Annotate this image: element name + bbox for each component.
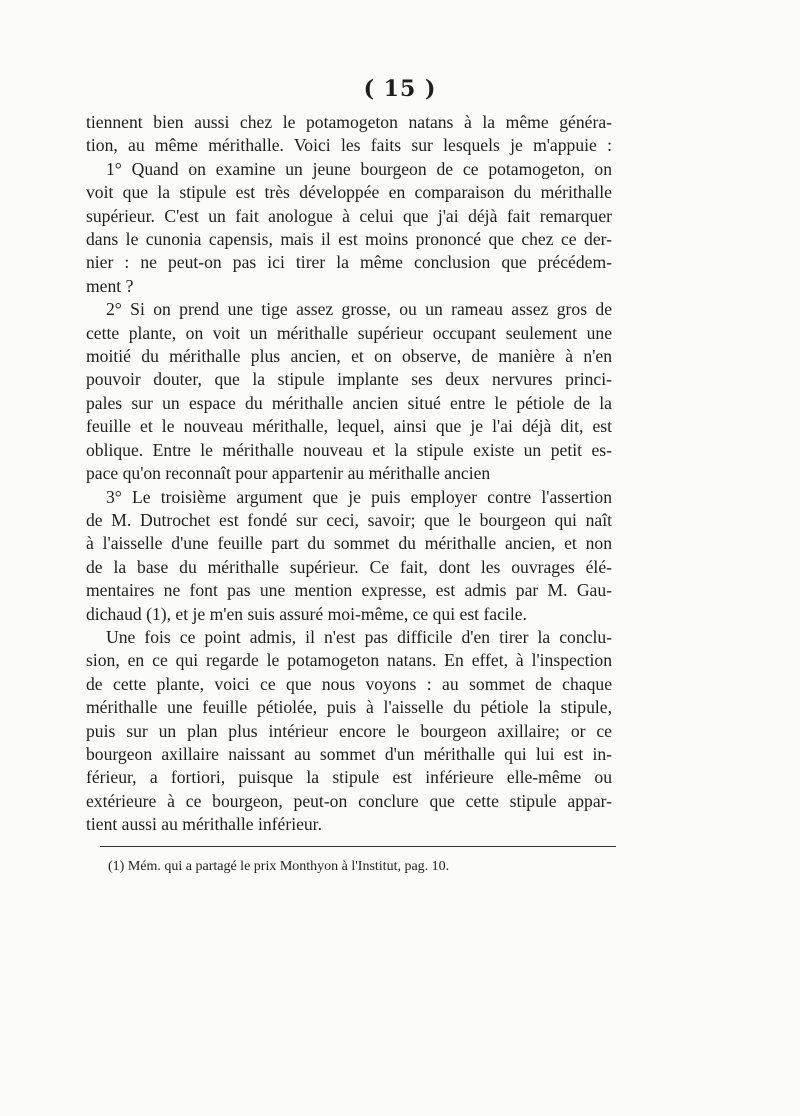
text-line: tient aussi au mérithalle inférieur. <box>86 814 322 835</box>
text-line: bourgeon axillaire naissant au sommet d'un mérithalle qui lui est in- <box>86 743 612 764</box>
text-line: voit que la stipule est très développée en comparaison du mérithalle <box>86 182 612 203</box>
text-line: oblique. Entre le mérithalle nouveau et la stipule existe un petit es- <box>86 439 612 460</box>
text-line: sion, en ce qui regarde le potamogeton natans. En effet, à l'inspection <box>86 650 612 671</box>
text-line: de cette plante, voici ce que nous voyons : au sommet de chaque <box>86 673 612 694</box>
text-line: ment ? <box>86 275 134 296</box>
page-number: ( 15 ) <box>363 76 437 102</box>
text-line: pales sur un espace du mérithalle ancien situé entre le pétiole de la <box>86 392 612 413</box>
text-line: Une fois ce point admis, il n'est pas difficile d'en tirer la conclu- <box>106 626 612 647</box>
body-text <box>86 111 612 837</box>
text-line: 1° Quand on examine un jeune bourgeon de ce potamogeton, on <box>106 158 612 179</box>
text-line: moitié du mérithalle plus ancien, et on observe, de manière à n'en <box>86 346 612 367</box>
text-line: à l'aisselle d'une feuille part du sommet du mérithalle ancien, et non <box>86 533 612 554</box>
text-line: pace qu'on reconnaît pour appartenir au mérithalle ancien <box>86 463 491 484</box>
text-line: dans le cunonia capensis, mais il est moins prononcé que chez ce der- <box>86 229 612 250</box>
text-line: mentaires ne font pas une mention expresse, est admis par M. Gau- <box>86 580 612 601</box>
text-line: 2° Si on prend une tige assez grosse, ou un rameau assez gros de <box>106 299 612 320</box>
text-line: extérieure à ce bourgeon, peut-on conclure que cette stipule appar- <box>86 790 612 811</box>
footnote-divider <box>100 846 616 847</box>
text-line: puis sur un plan plus intérieur encore le bourgeon axillaire; or ce <box>86 720 612 741</box>
text-line: de M. Dutrochet est fondé sur ceci, savoir; que le bourgeon qui naît <box>86 509 612 530</box>
text-line: 3° Le troisième argument que je puis employer contre l'assertion <box>106 486 612 507</box>
text-line: feuille et le nouveau mérithalle, lequel, ainsi que je l'ai déjà dit, est <box>86 416 612 437</box>
footnote: (1) Mém. qui a partagé le prix Monthyon à l'Institut, pag. 10. <box>108 859 450 874</box>
text-line: pouvoir douter, que la stipule implante ses deux nervures princi- <box>86 369 612 390</box>
text-line: dichaud (1), et je m'en suis assuré moi-même, ce qui est facile. <box>86 603 527 624</box>
text-line: supérieur. C'est un fait anologue à celui que j'ai déjà fait remarquer <box>86 205 612 226</box>
text-line: férieur, a fortiori, puisque la stipule est inférieure elle-même ou <box>86 767 612 788</box>
text-line: tion, au même mérithalle. Voici les faits sur lesquels je m'appuie : <box>86 135 612 156</box>
text-line: tiennent bien aussi chez le potamogeton natans à la même généra- <box>86 112 612 132</box>
text-line: mérithalle une feuille pétiolée, puis à l'aisselle du pétiole la stipule, <box>86 697 612 718</box>
text-line: nier : ne peut-on pas ici tirer la même conclusion que précédem- <box>86 252 612 273</box>
text-line: cette plante, on voit un mérithalle supérieur occupant seulement une <box>86 322 612 343</box>
text-line: de la base du mérithalle supérieur. Ce fait, dont les ouvrages élé- <box>86 556 612 577</box>
